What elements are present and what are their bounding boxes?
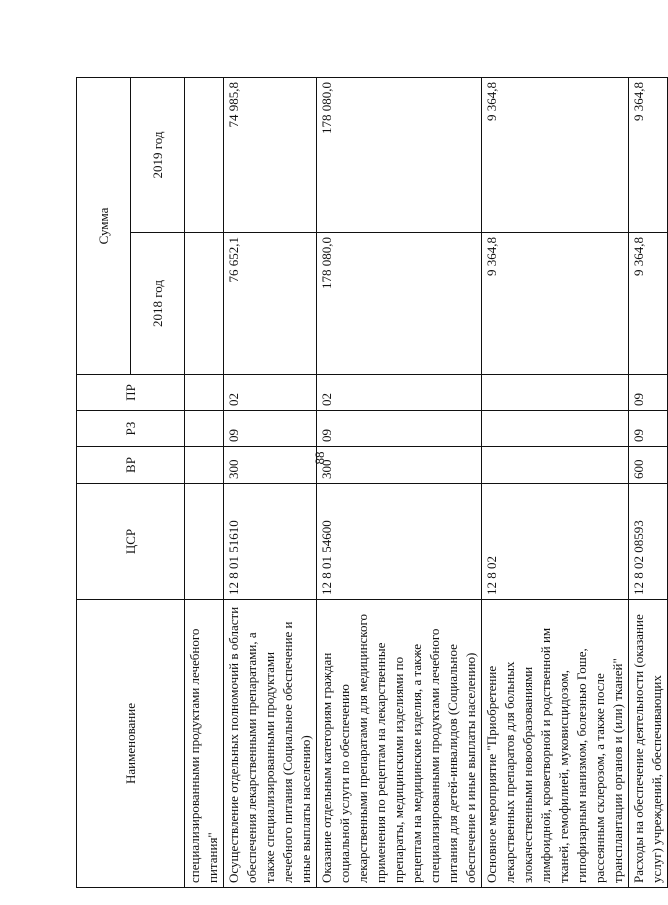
- cell-sum-2019: 9 364,8: [482, 78, 629, 233]
- header-year-2018: 2018 год: [131, 233, 185, 375]
- cell-sum-2019: 178 080,0: [317, 78, 482, 233]
- table-header-row: [77, 78, 131, 888]
- cell-sum-2018: 9 364,8: [629, 233, 668, 375]
- table-row: [224, 78, 317, 888]
- cell-sum-2019: 9 364,8: [629, 78, 668, 233]
- budget-table: [76, 77, 668, 888]
- cell-rz: 09: [629, 411, 668, 447]
- cell-pr: 02: [224, 375, 317, 411]
- cell-csr: 12 8 02 08593: [629, 484, 668, 600]
- cell-vr: [185, 447, 224, 484]
- cell-vr: 300: [224, 447, 317, 484]
- header-name: Наименование: [77, 600, 185, 888]
- cell-name: специализированными продуктами лечебного питания": [185, 600, 224, 888]
- cell-sum-2019: 74 985,8: [224, 78, 317, 233]
- header-rz: РЗ: [77, 411, 185, 447]
- cell-sum-2018: 9 364,8: [482, 233, 629, 375]
- page-number: 88: [312, 451, 327, 465]
- table-row: [317, 78, 482, 888]
- cell-name: Осуществление отдельных полномочий в области обеспечения лекарственными препаратами, а также специализированными продуктами лечебного питания (Социальное обеспечение и иные выплаты населению): [224, 600, 317, 888]
- cell-rz: 09: [317, 411, 482, 447]
- table-row: [629, 78, 668, 888]
- cell-vr: [482, 447, 629, 484]
- rotated-table-container: [76, 78, 664, 888]
- header-csr: ЦСР: [77, 484, 185, 600]
- header-sum: Сумма: [77, 78, 131, 375]
- cell-sum-2019: [185, 78, 224, 233]
- cell-rz: 09: [224, 411, 317, 447]
- cell-name: Оказание отдельным категориям граждан социальной услуги по обеспечению лекарственными препаратами для медицинского применения по рецептам на лекарственные препараты, медицинскими изделиями по рецептам на медицинские изделия, а также специализированными продуктами лечебного питания для детей-инвалидов (Социальное обеспечение и иные выплаты населению): [317, 600, 482, 888]
- cell-sum-2018: 178 080,0: [317, 233, 482, 375]
- cell-pr: [185, 375, 224, 411]
- cell-name: Основное мероприятие "Приобретение лекарственных препаратов для больных злокачественными новообразованиями лимфоидной, кроветворной и родственной им тканей, гемофилией, муковисцидозом, гипофизарным нанизмом, болезнью Гоше, рассеянным склерозом, а также после трансплантации органов и (или) тканей": [482, 600, 629, 888]
- cell-name: Расходы на обеспечение деятельности (оказание услуг) учреждений, обеспечивающих: [629, 600, 668, 888]
- cell-csr: 12 8 01 54600: [317, 484, 482, 600]
- cell-csr: 12 8 02: [482, 484, 629, 600]
- header-vr: ВР: [77, 447, 185, 484]
- cell-pr: 02: [317, 375, 482, 411]
- cell-sum-2018: 76 652,1: [224, 233, 317, 375]
- table-row: [185, 78, 224, 888]
- table-row: [482, 78, 629, 888]
- cell-csr: 12 8 01 51610: [224, 484, 317, 600]
- cell-csr: [185, 484, 224, 600]
- header-pr: ПР: [77, 375, 185, 411]
- cell-pr: [482, 375, 629, 411]
- cell-rz: [185, 411, 224, 447]
- cell-vr: 300: [317, 447, 482, 484]
- cell-rz: [482, 411, 629, 447]
- header-year-2019: 2019 год: [131, 78, 185, 233]
- cell-vr: 600: [629, 447, 668, 484]
- cell-sum-2018: [185, 233, 224, 375]
- cell-pr: 09: [629, 375, 668, 411]
